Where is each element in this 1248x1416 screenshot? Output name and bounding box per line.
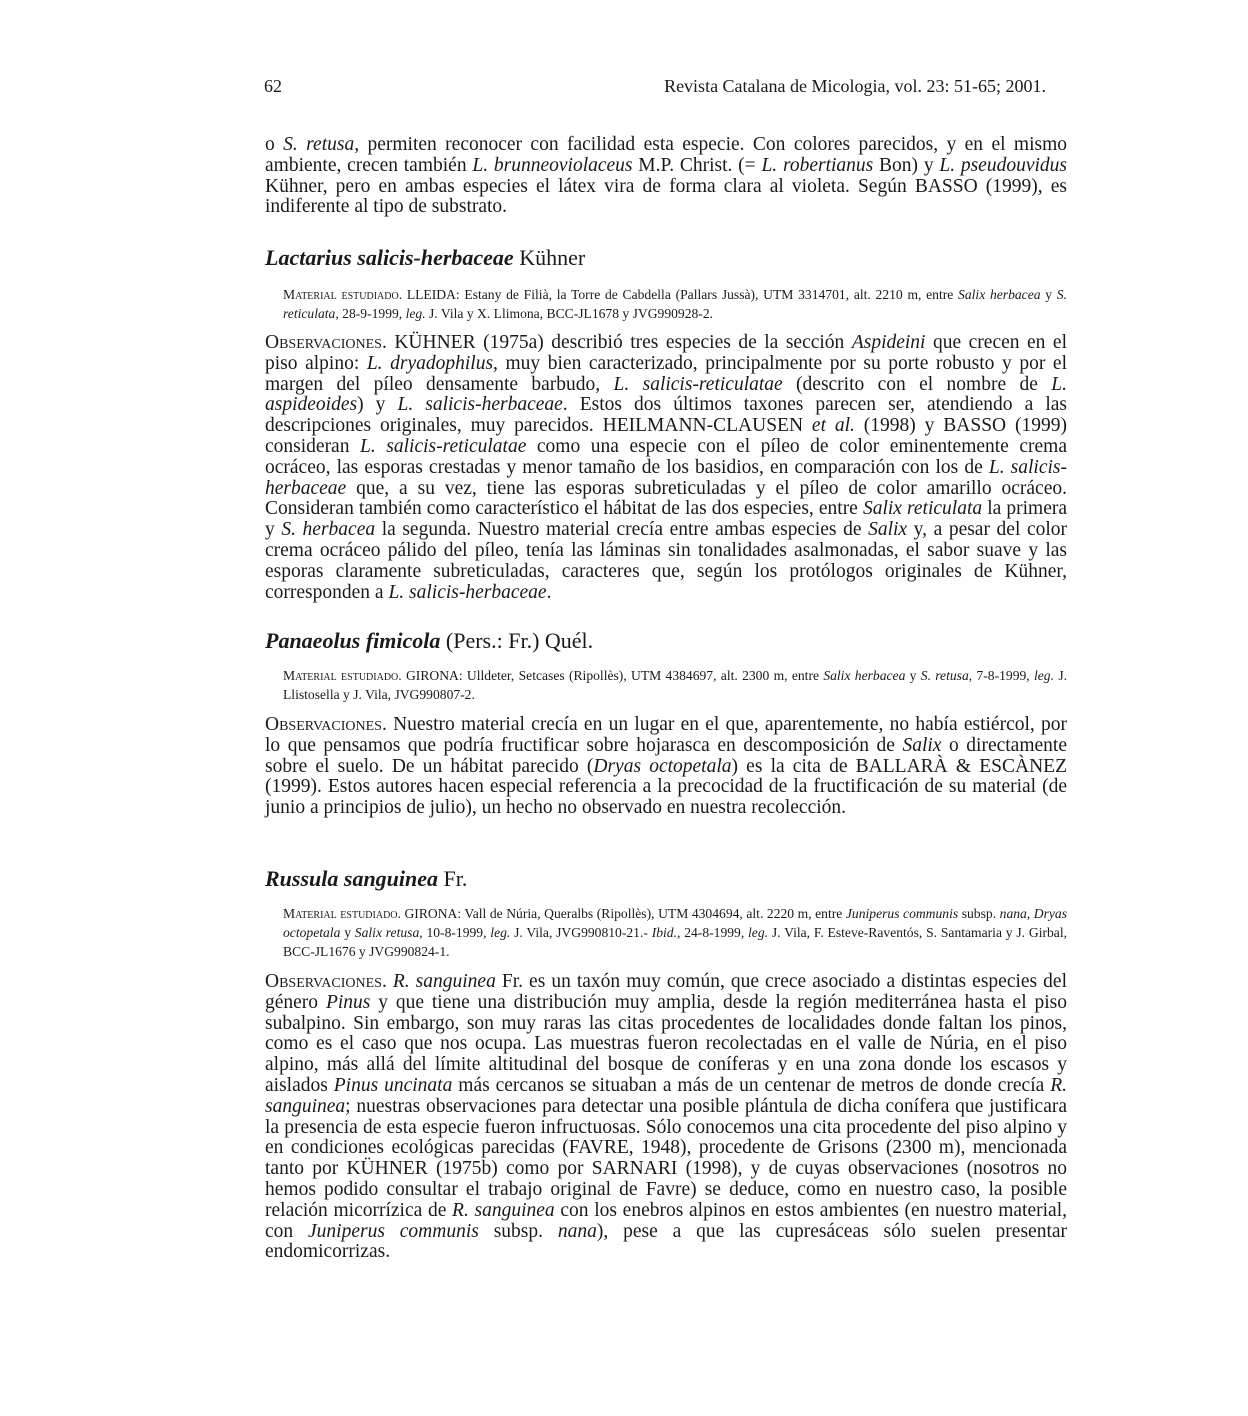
text-run: ), pese a que las cupresáceas sólo suelen presentar endomicorrizas.: [265, 1220, 1068, 1263]
intro-paragraph: [265, 135, 1067, 218]
italic-term: Juniperus communis: [845, 906, 959, 921]
text-run: LLEIDA: Estany de Filià, la Torre de Cabdella (Pallars Jussà), UTM 3314701, alt. 2210 m, entre: [402, 287, 959, 302]
observations-block-lactarius: [265, 333, 1067, 603]
text-run: Observaciones.: [265, 971, 387, 992]
observations-paragraph: [265, 333, 1067, 603]
species-heading: [265, 628, 1067, 654]
italic-term: leg.: [490, 925, 511, 940]
italic-term: L. salicis-herbaceae: [265, 456, 1067, 499]
text-run: (descrito con el nombre de: [782, 373, 1052, 395]
text-run: la primera y: [265, 498, 1068, 541]
text-run: M.P. Christ. (=: [632, 154, 762, 176]
running-header: [264, 76, 1046, 100]
intro-section: [265, 135, 1067, 218]
italic-term: et al.: [811, 415, 855, 437]
text-run: Bon) y: [873, 154, 940, 176]
material-studied: [283, 666, 1067, 704]
text-run: la segunda. Nuestro material crecía entre ambas especies de: [375, 519, 869, 541]
text-run: ) es la cita de BALLARÀ & ESCÀNEZ (1999). Estos autores hacen especial referencia a la precocidad de la fructificación de su material (de junio a principios de julio), un hecho no observado en nuestra recolección.: [265, 755, 1067, 819]
text-run: Nuestro material crecía en un lugar en el que, aparentemente, no había estiércol, por lo que pensamos que podría fructificar sobre hojarasca en descomposición de: [265, 714, 1067, 756]
text-run: y, a pesar del color crema ocráceo pálido del píleo, tenía las láminas sin tonalidades asalmonadas, el sabor suave y las esporas claramente subreticuladas, caracteres que, según los protólogos originales de Kühner, corresponden a: [265, 519, 1068, 603]
italic-term: R. sanguinea: [392, 971, 496, 992]
italic-term: S. reticulata: [283, 287, 1067, 321]
text-run: , permiten reconocer con facilidad esta especie. Con colores parecidos, y en el mismo ambiente, crecen también: [265, 134, 1068, 176]
text-run: ) y: [357, 394, 398, 416]
italic-term: Salix herbacea: [958, 287, 1041, 302]
text-run: Kühner, pero en ambas especies el látex vira de forma clara al violeta. Según BASSO (1999), es indiferente al tipo de substrato.: [265, 175, 1067, 218]
italic-term: Dryas octopetala: [283, 906, 1068, 940]
italic-term: Pinus: [325, 991, 371, 1013]
italic-term: L. dryadophilus: [366, 352, 494, 374]
species-heading: [265, 245, 1067, 271]
italic-term: R. sanguinea: [452, 1199, 555, 1221]
italic-term: Salix reticulata: [862, 498, 983, 520]
page-number: 62: [264, 76, 282, 96]
observations-paragraph: [265, 972, 1067, 1263]
text-run: que crecen en el piso alpino:: [265, 332, 1068, 374]
material-studied: [283, 904, 1067, 961]
italic-term: nana: [557, 1220, 597, 1242]
text-run: J. Llistosella y J. Vila, JVG990807-2.: [283, 668, 1068, 702]
text-run: (1998) y BASSO (1999) consideran: [265, 415, 1067, 457]
text-run: más cercanos se situaban a más de un centenar de metros de donde crecía: [452, 1074, 1051, 1096]
text-run: con los enebros alpinos en estos ambientes (en nuestro material, con: [265, 1199, 1067, 1242]
text-run: KÜHNER (1975a) describió tres especies de la sección: [386, 332, 852, 353]
italic-term: S. herbacea: [281, 519, 376, 541]
material-block-panaeolus: [265, 666, 1067, 704]
italic-term: L. pseudouvidus: [939, 154, 1067, 176]
material-block-lactarius: [265, 285, 1067, 323]
text-run: J. Vila, JVG990810-21.-: [510, 925, 652, 940]
observations-paragraph: [265, 715, 1067, 819]
text-run: ,: [1026, 906, 1034, 921]
italic-term: S. retusa: [920, 668, 969, 683]
journal-reference: Revista Catalana de Micologia, vol. 23: 51-65; 2001.: [664, 76, 1046, 96]
text-run: y: [1040, 287, 1057, 302]
italic-term: L. brunneoviolaceus: [472, 154, 633, 176]
text-run: (Pers.: Fr.) Quél.: [440, 628, 594, 653]
text-run: Observaciones.: [265, 332, 387, 353]
text-run: J. Vila, F. Esteve-Raventós, S. Santamaria y J. Girbal, BCC-JL1676 y JVG990824-1.: [283, 925, 1068, 959]
text-run: como una especie con el píleo de color eminentemente crema ocráceo, las esporas crestadas y menor tamaño de los basidios, en comparación con los de: [265, 435, 1067, 478]
italic-term: Salix: [868, 519, 908, 541]
text-run: , 7-8-1999,: [968, 668, 1034, 683]
text-run: que, a su vez, tiene las esporas subreticuladas y el píleo de color amarillo ocráceo. Consideran también como característico el hábitat de las dos especies, entre: [265, 477, 1067, 520]
text-run: Russula sanguinea: [265, 866, 439, 891]
text-run: Fr. es un taxón muy común, que crece asociado a distintas especies del género: [265, 971, 1067, 1013]
italic-term: Salix retusa: [354, 925, 420, 940]
italic-term: Juniperus communis: [308, 1220, 479, 1242]
text-run: GIRONA: Ulldeter, Setcases (Ripollès), UTM 4384697, alt. 2300 m, entre: [401, 668, 824, 683]
italic-term: S. retusa: [283, 134, 355, 155]
text-run: Panaeolus fimicola: [265, 628, 441, 653]
text-run: . Estos dos últimos taxones parecen ser, atendiendo a las descripciones originales, muy parecidos. HEILMANN-CLAUSEN: [265, 394, 1068, 437]
text-run: J. Vila y X. Llimona, BCC-JL1678 y JVG990928-2.: [425, 306, 714, 321]
text-run: Material estudiado.: [283, 668, 402, 683]
text-run: GIRONA: Vall de Núria, Queralbs (Ripollès), UTM 4304694, alt. 2220 m, entre: [400, 906, 846, 921]
text-run: , 10-8-1999,: [419, 925, 491, 940]
italic-term: Ibid.: [651, 925, 677, 940]
italic-term: L. robertianus: [761, 154, 874, 176]
italic-term: L. aspideoides: [265, 373, 1067, 416]
italic-term: L. salicis-herbaceae: [388, 581, 547, 603]
text-run: Kühner: [513, 245, 586, 270]
italic-term: Aspideini: [851, 332, 926, 353]
italic-term: leg.: [1034, 668, 1055, 683]
italic-term: nana: [999, 906, 1027, 921]
species-section-panaeolus: [265, 628, 1067, 654]
text-run: y: [340, 925, 355, 940]
text-run: ; nuestras observaciones para detectar una posible plántula de dicha conífera que justificara la presencia de esta especie fueron infructuosas. Sólo conocemos una cita procedente del piso alpino y en condiciones ecológicas parecidas (FAVRE, 1948), procedente de Grisons (2300 m), mencionada tanto por KÜHNER (1975b) como por SARNARI (1998), y de cuyas observaciones (nosotros no hemos podido consultar el trabajo original de Favre) se deduce, como en nuestro caso, la posible relación micorrízica de: [265, 1095, 1067, 1221]
species-section-lactarius: [265, 245, 1067, 271]
italic-term: R. sanguinea: [265, 1074, 1067, 1117]
text-run: subsp.: [958, 906, 1000, 921]
text-run: Lactarius salicis-herbaceae: [265, 245, 514, 270]
italic-term: leg.: [405, 306, 426, 321]
text-run: .: [546, 581, 552, 603]
text-run: y que tiene una distribución muy amplia, desde la región mediterránea hasta el piso subalpino. Sin embargo, son muy raras las citas procedentes de localidades donde faltan los pinos, como es el caso que nos ocupa. Las muestras fueron recolectadas en el valle de Núria, en el piso alpino, más allá del límite altitudinal del bosque de coníferas y en una zona donde los escasos y aislados: [265, 991, 1067, 1096]
italic-term: L. salicis-reticulatae: [613, 373, 783, 395]
text-run: , 28-9-1999,: [335, 306, 406, 321]
species-heading: [265, 866, 1067, 892]
material-block-russula: [265, 904, 1067, 961]
text-run: o: [265, 134, 284, 155]
text-run: o directamente sobre el suelo. De un hábitat parecido (: [265, 734, 1067, 777]
material-studied: [283, 285, 1067, 323]
italic-term: L. salicis-herbaceae: [397, 394, 563, 416]
observations-block-russula: [265, 972, 1067, 1263]
italic-term: Salix herbacea: [823, 668, 906, 683]
italic-term: Pinus uncinata: [333, 1074, 453, 1096]
text-run: subsp.: [478, 1220, 558, 1242]
text-run: Observaciones.: [265, 714, 387, 735]
italic-term: L. salicis-reticulatae: [360, 435, 527, 457]
italic-term: Dryas octopetala: [593, 755, 732, 777]
italic-term: Salix: [902, 734, 942, 756]
text-run: , muy bien caracterizado, principalmente por su porte robusto y por el margen del píleo densamente barbudo,: [265, 352, 1067, 395]
species-section-russula: [265, 866, 1067, 892]
text-run: , 24-8-1999,: [677, 925, 749, 940]
text-run: Fr.: [438, 866, 468, 891]
italic-term: leg.: [748, 925, 769, 940]
text-run: Material estudiado.: [283, 906, 401, 921]
observations-block-panaeolus: [265, 715, 1067, 819]
text-run: y: [905, 668, 921, 683]
text-run: Material estudiado.: [283, 287, 403, 302]
